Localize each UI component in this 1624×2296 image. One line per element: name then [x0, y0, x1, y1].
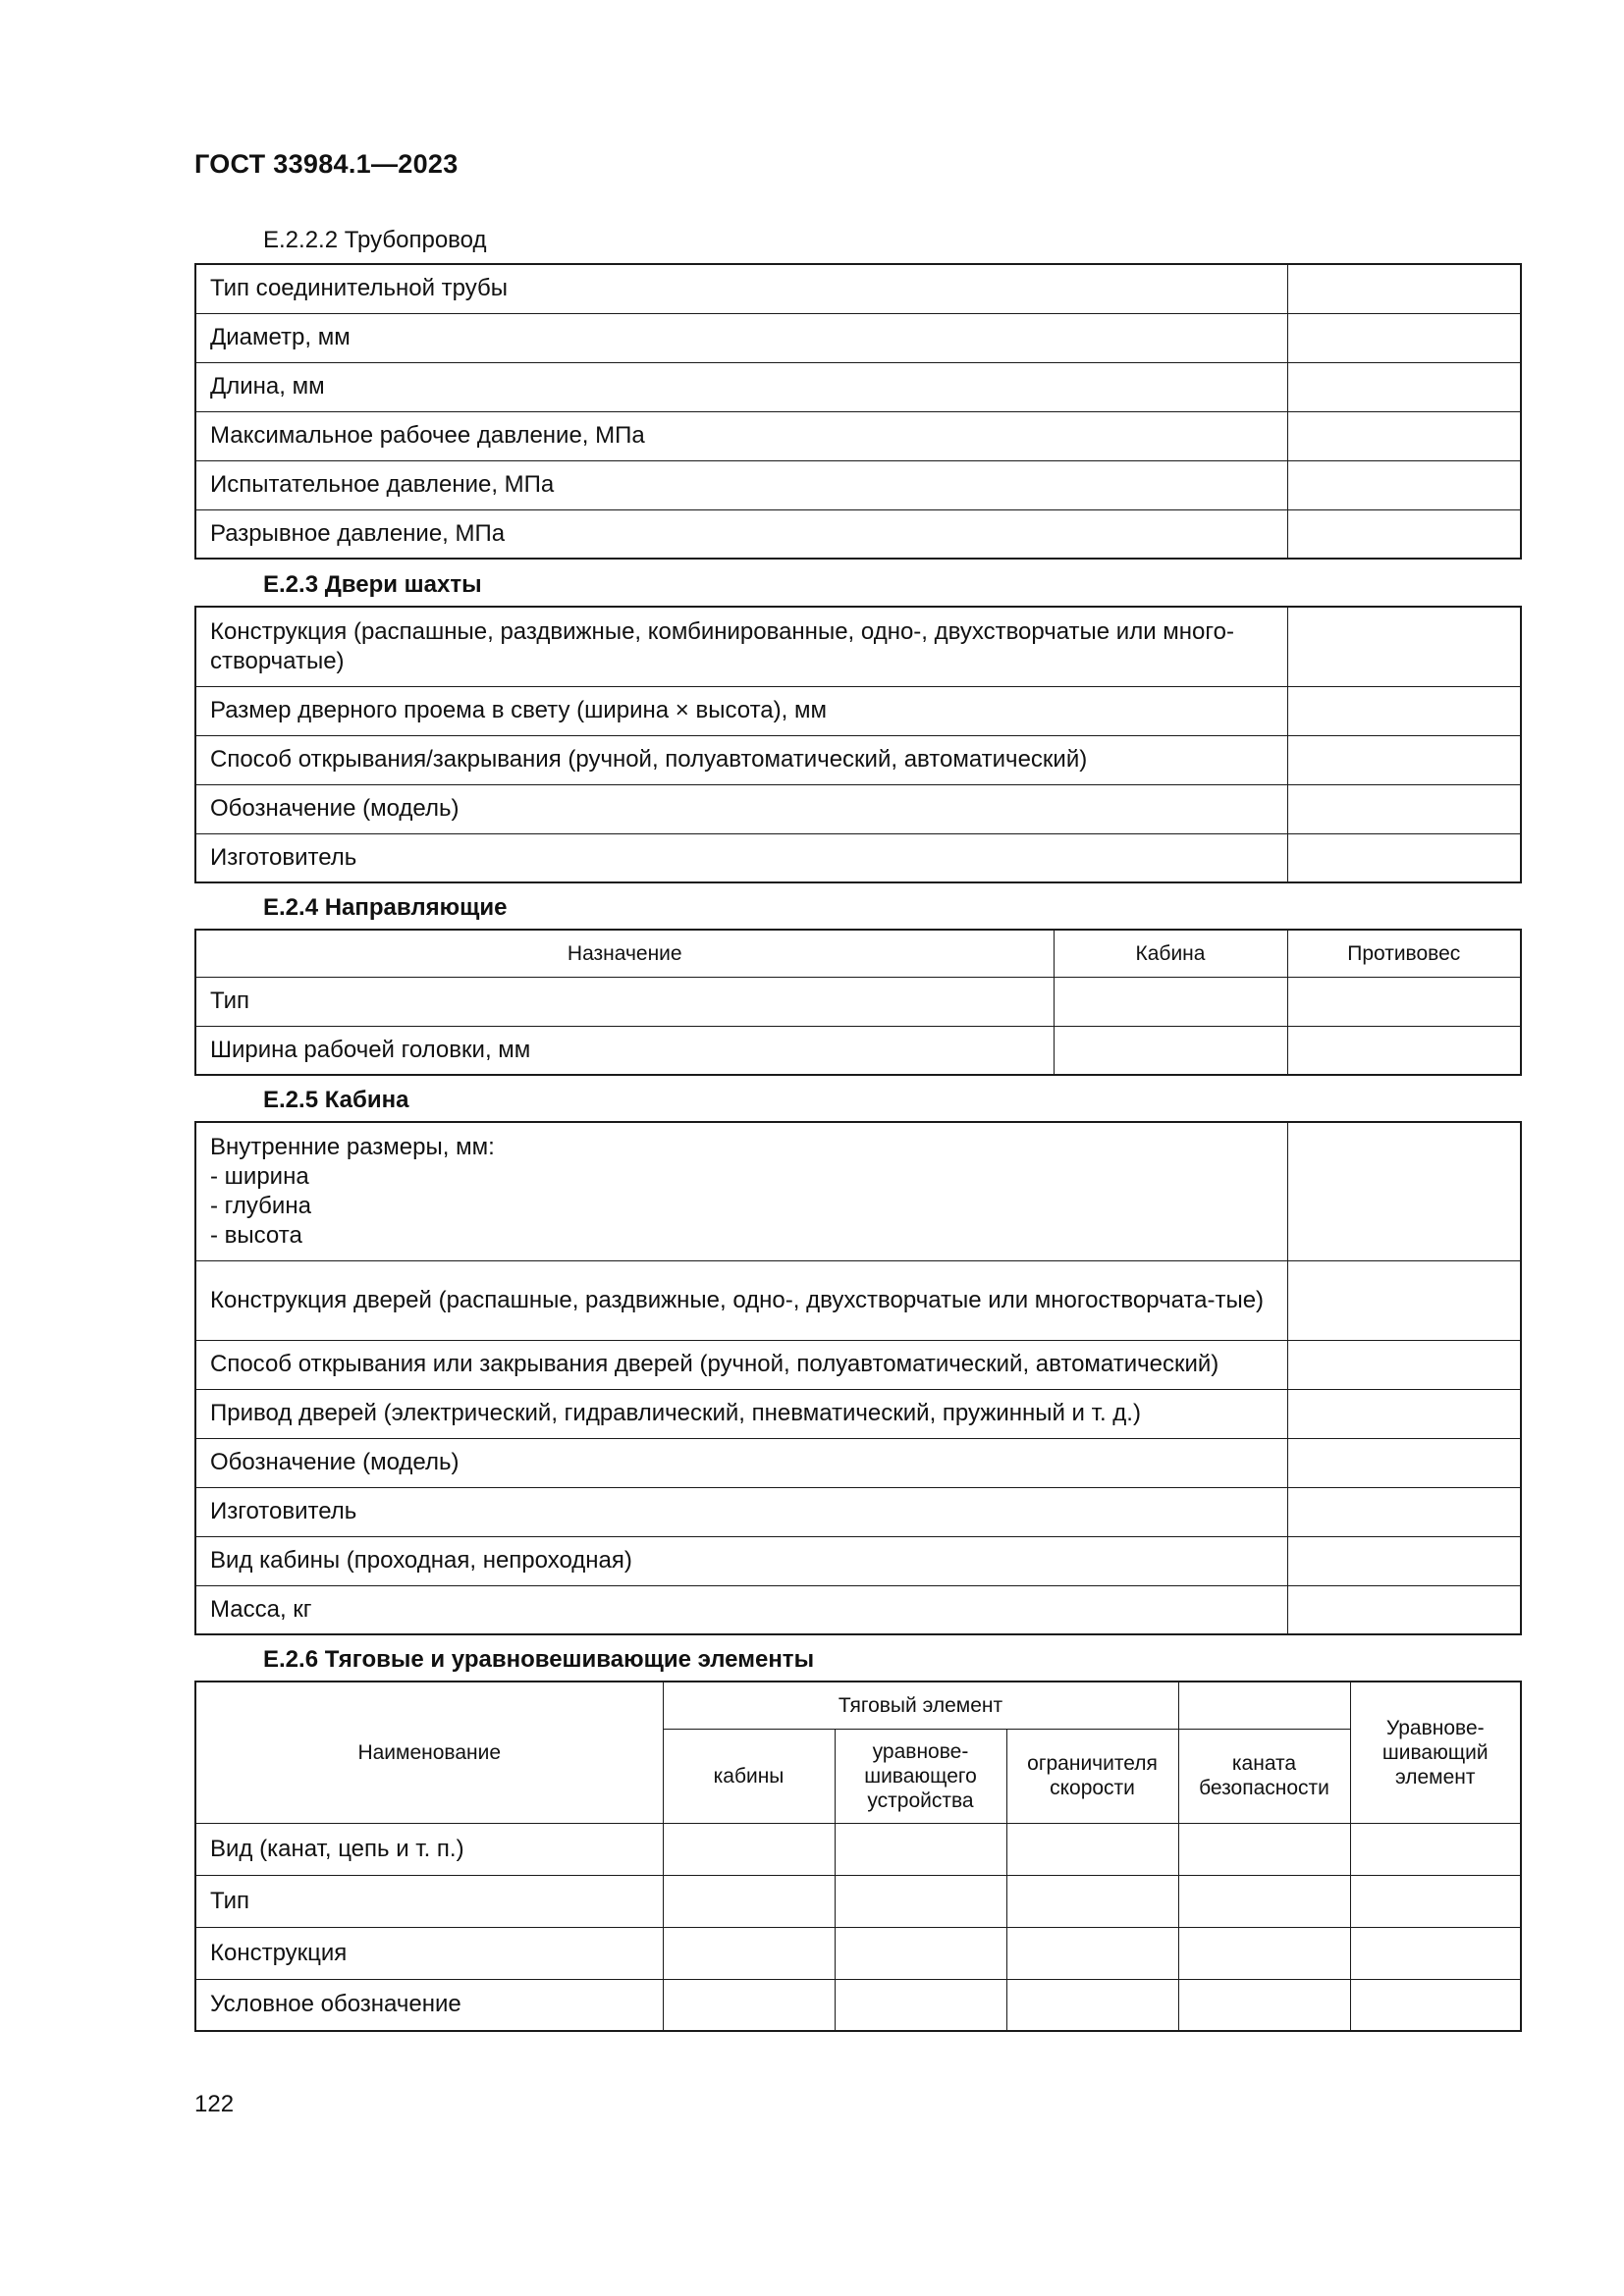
value-cell[interactable]: [835, 1927, 1006, 1979]
value-cell[interactable]: [663, 1823, 835, 1875]
column-header-blank: [1178, 1682, 1350, 1729]
cabin-table: [194, 1121, 1522, 1635]
value-cell[interactable]: [1287, 509, 1521, 559]
column-header-purpose: Назначение: [195, 930, 1054, 977]
row-label: Ширина рабочей головки, мм: [195, 1026, 1054, 1075]
value-cell[interactable]: [1350, 1979, 1521, 2031]
row-label: Условное обозначение: [195, 1979, 663, 2031]
value-cell[interactable]: [835, 1823, 1006, 1875]
table-row: [195, 735, 1521, 784]
row-label: Вид (канат, цепь и т. п.): [195, 1823, 663, 1875]
section-heading-traction: Е.2.6 Тяговые и уравновешивающие элементы: [263, 1646, 815, 1673]
value-cell[interactable]: [1287, 607, 1521, 686]
value-cell[interactable]: [1287, 460, 1521, 509]
value-cell[interactable]: [1287, 362, 1521, 411]
table-row: [195, 1875, 1521, 1927]
row-label: Диаметр, мм: [195, 313, 1287, 362]
table-row: [195, 1260, 1521, 1340]
value-cell[interactable]: [1287, 1389, 1521, 1438]
column-header-name: Наименование: [195, 1682, 663, 1823]
table-row: [195, 607, 1521, 686]
traction-table: [194, 1681, 1522, 2032]
value-cell[interactable]: [1287, 833, 1521, 882]
value-cell[interactable]: [835, 1875, 1006, 1927]
table-row: [195, 1026, 1521, 1075]
shaft-doors-table: [194, 606, 1522, 883]
value-cell[interactable]: [1178, 1927, 1350, 1979]
column-header-traction-element: Тяговый элемент: [663, 1682, 1178, 1729]
column-header-balancing-element: Уравнове-шивающий элемент: [1350, 1682, 1521, 1823]
value-cell[interactable]: [1178, 1979, 1350, 2031]
subcolumn-header-balancing-device: уравнове-шивающего устройства: [835, 1729, 1006, 1823]
table-row: [195, 977, 1521, 1026]
value-cell[interactable]: [663, 1979, 835, 2031]
table-row: [195, 1979, 1521, 2031]
row-label: Испытательное давление, МПа: [195, 460, 1287, 509]
value-cell[interactable]: [1287, 264, 1521, 313]
table-row: [195, 1927, 1521, 1979]
row-label: Тип: [195, 977, 1054, 1026]
table-row: [195, 313, 1521, 362]
value-cell[interactable]: [1006, 1979, 1178, 2031]
value-cell[interactable]: [1287, 1536, 1521, 1585]
row-label: Обозначение (модель): [195, 784, 1287, 833]
value-cell[interactable]: [1287, 1585, 1521, 1634]
section-heading-pipeline: Е.2.2.2 Трубопровод: [263, 227, 487, 253]
table-row: [195, 264, 1521, 313]
row-label: Максимальное рабочее давление, МПа: [195, 411, 1287, 460]
subcolumn-header-safety-rope: каната безопасности: [1178, 1729, 1350, 1823]
value-cell[interactable]: [1287, 1438, 1521, 1487]
section-heading-guides: Е.2.4 Направляющие: [263, 894, 508, 921]
value-cell[interactable]: [1287, 686, 1521, 735]
value-cell[interactable]: [1287, 313, 1521, 362]
value-cell[interactable]: [1054, 977, 1287, 1026]
table-row: [195, 1487, 1521, 1536]
subcolumn-header-cabin: кабины: [663, 1729, 835, 1823]
row-label: Тип: [195, 1875, 663, 1927]
table-row: [195, 1340, 1521, 1389]
value-cell[interactable]: [1287, 977, 1521, 1026]
value-cell[interactable]: [1287, 735, 1521, 784]
value-cell[interactable]: [663, 1927, 835, 1979]
table-row: [195, 1438, 1521, 1487]
row-label: Изготовитель: [195, 1487, 1287, 1536]
table-row: [195, 1536, 1521, 1585]
row-label: Изготовитель: [195, 833, 1287, 882]
row-label: Тип соединительной трубы: [195, 264, 1287, 313]
row-label: Длина, мм: [195, 362, 1287, 411]
section-heading-cabin: Е.2.5 Кабина: [263, 1087, 409, 1113]
table-row: [195, 460, 1521, 509]
row-label: Масса, кг: [195, 1585, 1287, 1634]
value-cell[interactable]: [1287, 1260, 1521, 1340]
value-cell[interactable]: [1178, 1875, 1350, 1927]
section-heading-shaft-doors: Е.2.3 Двери шахты: [263, 571, 482, 598]
row-label: Привод дверей (электрический, гидравлический, пневматический, пружинный и т. д.): [195, 1389, 1287, 1438]
value-cell[interactable]: [1287, 411, 1521, 460]
table-row: [195, 362, 1521, 411]
table-row: [195, 1389, 1521, 1438]
value-cell[interactable]: [1006, 1875, 1178, 1927]
value-cell[interactable]: [1350, 1823, 1521, 1875]
table-row: [195, 686, 1521, 735]
value-cell[interactable]: [1054, 1026, 1287, 1075]
document-code: ГОСТ 33984.1—2023: [194, 149, 459, 179]
row-label: Вид кабины (проходная, непроходная): [195, 1536, 1287, 1585]
row-label: Размер дверного проема в свету (ширина × высота), мм: [195, 686, 1287, 735]
value-cell[interactable]: [1287, 1122, 1521, 1260]
row-label: Конструкция (распашные, раздвижные, комбинированные, одно-, двухстворчатые или много-створчатые): [195, 607, 1287, 686]
value-cell[interactable]: [1287, 1026, 1521, 1075]
guides-table: [194, 929, 1522, 1076]
row-label: Обозначение (модель): [195, 1438, 1287, 1487]
table-row: [195, 509, 1521, 559]
value-cell[interactable]: [835, 1979, 1006, 2031]
row-label: Конструкция дверей (распашные, раздвижные, одно-, двухстворчатые или многостворчата-тые): [195, 1260, 1287, 1340]
table-row: [195, 1122, 1521, 1260]
table-row: [195, 833, 1521, 882]
pipeline-table: [194, 263, 1522, 560]
row-label: Конструкция: [195, 1927, 663, 1979]
value-cell[interactable]: [1287, 1340, 1521, 1389]
table-row: [195, 411, 1521, 460]
page-number: 122: [194, 2091, 235, 2117]
value-cell[interactable]: [1178, 1823, 1350, 1875]
value-cell[interactable]: [1350, 1927, 1521, 1979]
value-cell[interactable]: [1287, 784, 1521, 833]
row-label: Способ открывания/закрывания (ручной, полуавтоматический, автоматический): [195, 735, 1287, 784]
table-row: [195, 1585, 1521, 1634]
table-row: [195, 1823, 1521, 1875]
column-header-cabin: Кабина: [1054, 930, 1287, 977]
row-label: Разрывное давление, МПа: [195, 509, 1287, 559]
table-row: [195, 784, 1521, 833]
subcolumn-header-speed-limiter: ограничителя скорости: [1006, 1729, 1178, 1823]
row-label: Способ открывания или закрывания дверей (ручной, полуавтоматический, автоматический): [195, 1340, 1287, 1389]
value-cell[interactable]: [1006, 1823, 1178, 1875]
value-cell[interactable]: [663, 1875, 835, 1927]
value-cell[interactable]: [1350, 1875, 1521, 1927]
value-cell[interactable]: [1006, 1927, 1178, 1979]
value-cell[interactable]: [1287, 1487, 1521, 1536]
row-label: Внутренние размеры, мм: - ширина - глубина - высота: [195, 1122, 1287, 1260]
column-header-counterweight: Противовес: [1287, 930, 1521, 977]
